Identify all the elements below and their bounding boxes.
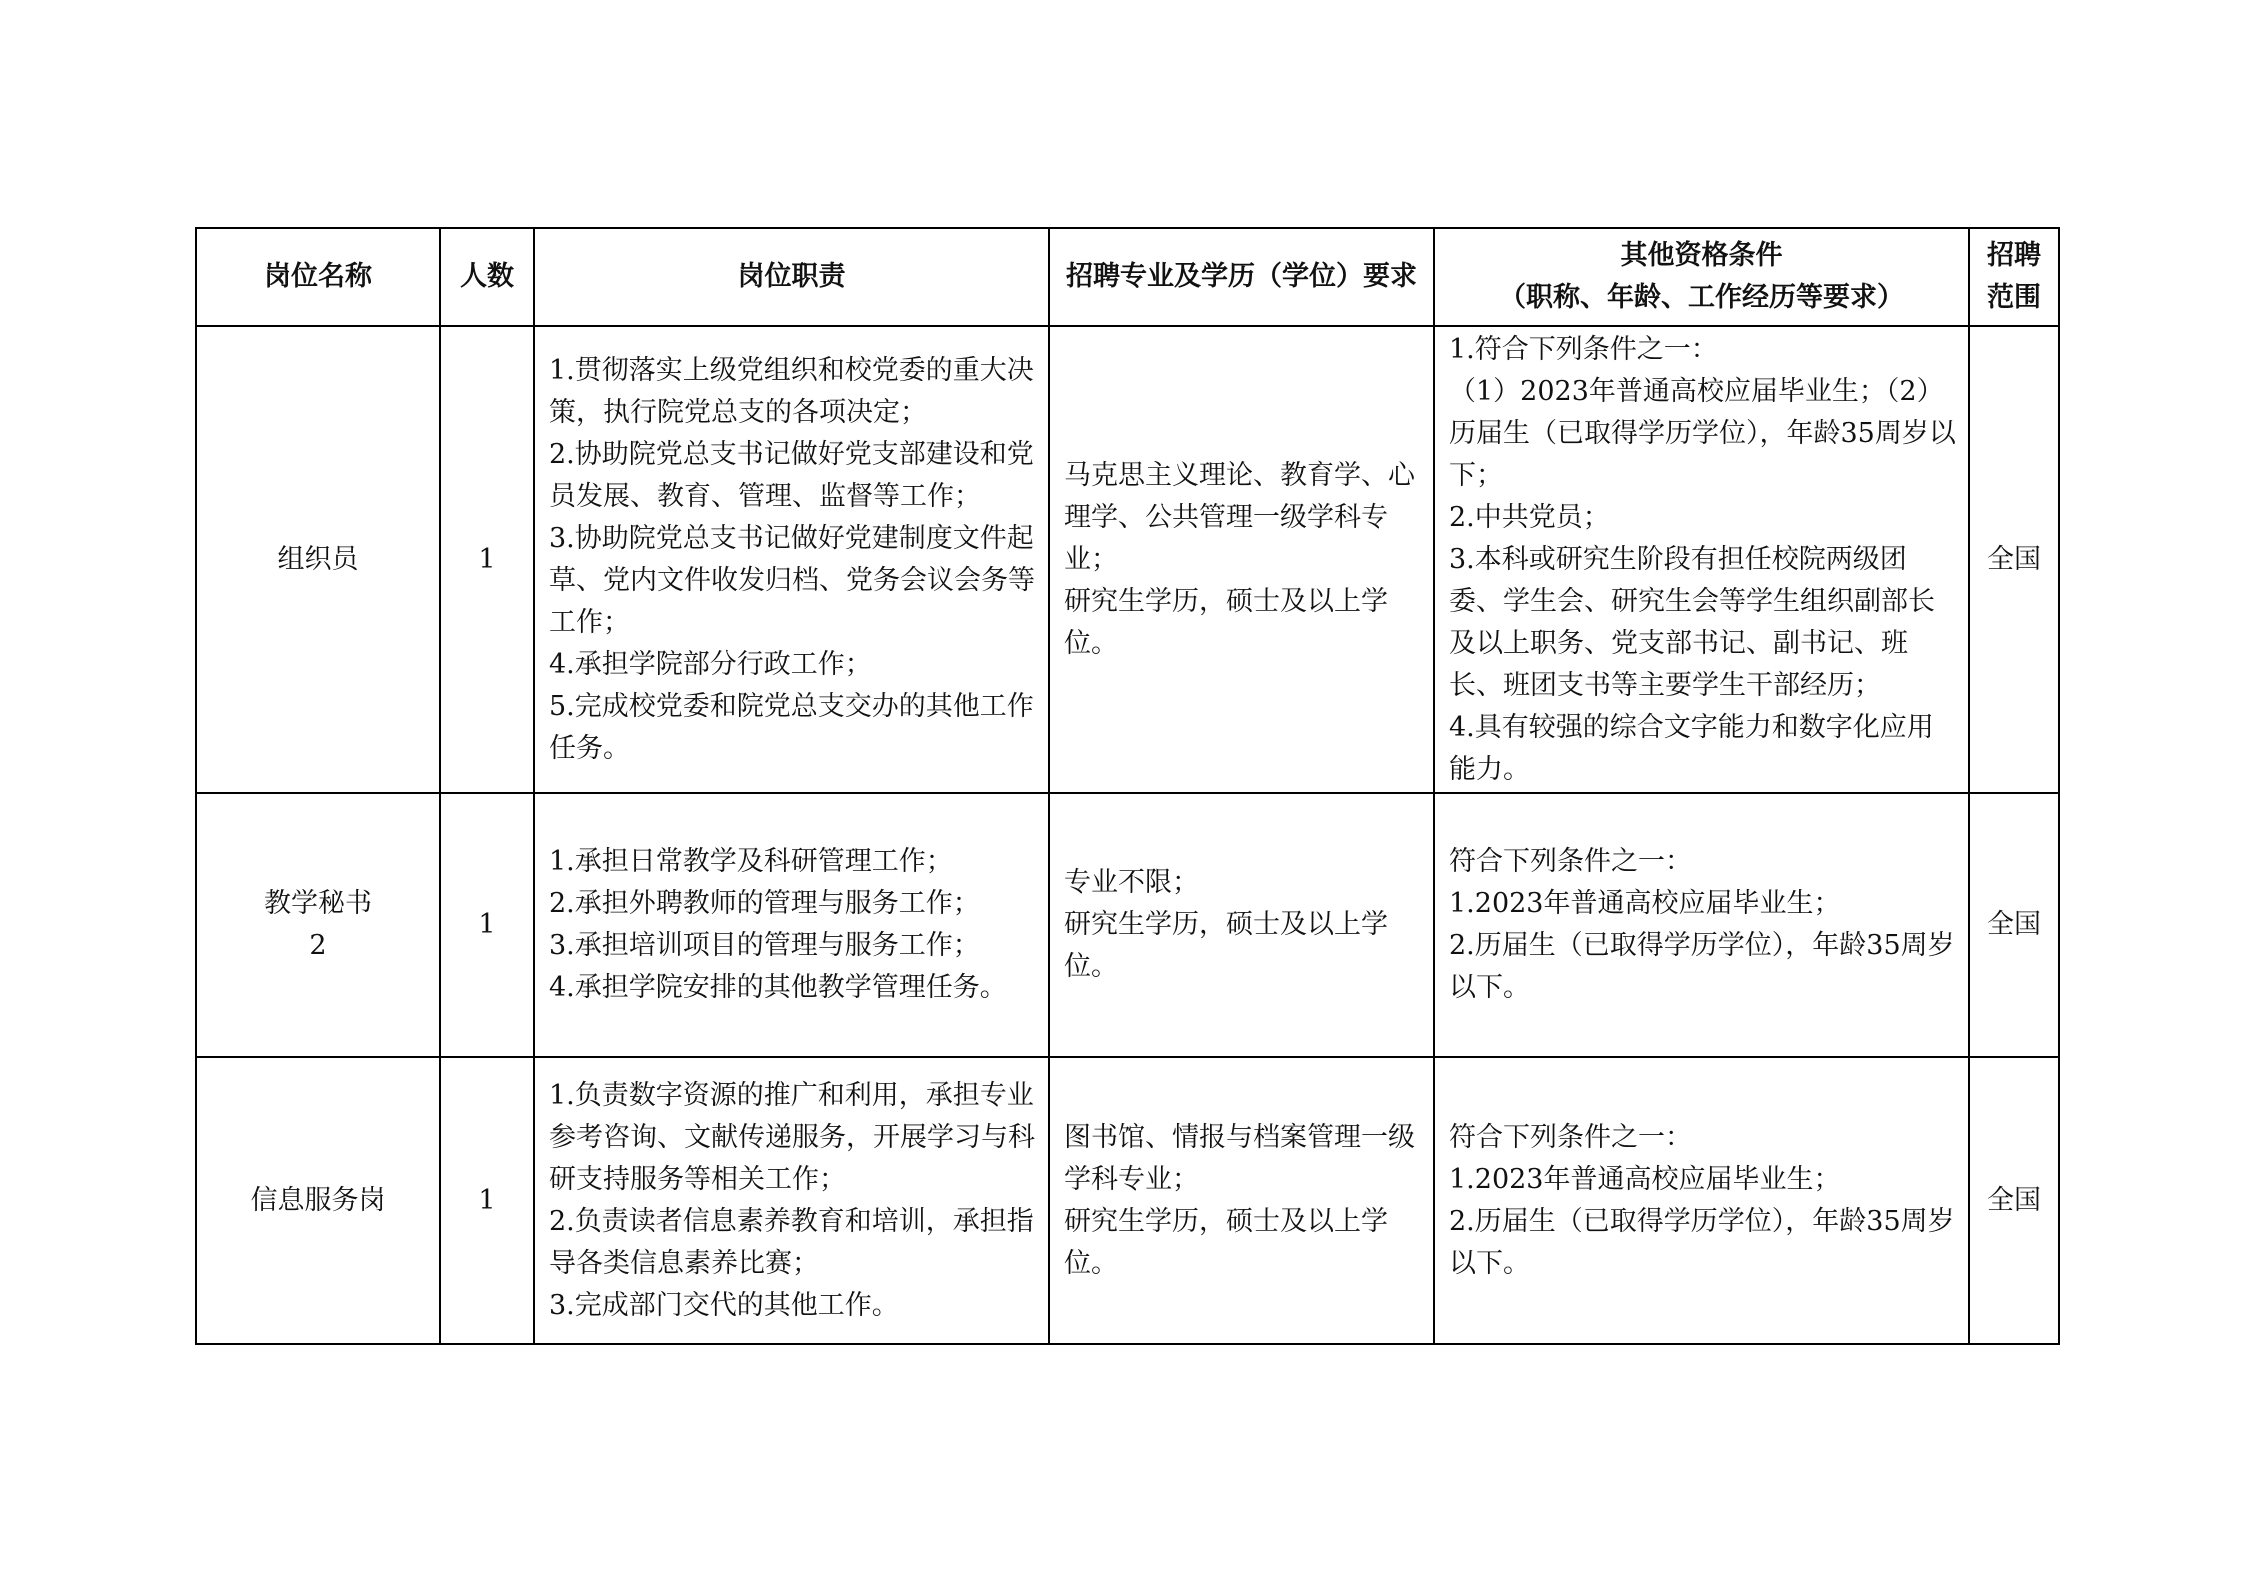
cell-position: 信息服务岗 — [196, 1057, 440, 1344]
other-item: 2.历届生（已取得学历学位），年龄35周岁以下。 — [1449, 1205, 1955, 1279]
cell-count: 1 — [440, 793, 534, 1057]
major-item: 马克思主义理论、教育学、心理学、公共管理一级学科专业； — [1064, 459, 1415, 575]
duty-item: 3.协助院党总支书记做好党建制度文件起草、党内文件收发归档、党务会议会务等工作； — [549, 522, 1035, 638]
other-item: 1.符合下列条件之一： — [1449, 333, 1718, 365]
cell-count: 1 — [440, 1057, 534, 1344]
cell-scope: 全国 — [1969, 793, 2059, 1057]
cell-position: 教学秘书 2 — [196, 793, 440, 1057]
recruitment-table — [195, 227, 2060, 1345]
cell-count: 1 — [440, 326, 534, 793]
major-item: 研究生学历，硕士及以上学位。 — [1064, 1205, 1388, 1279]
duty-item: 3.完成部门交代的其他工作。 — [549, 1289, 899, 1321]
other-item: 符合下列条件之一： — [1449, 1121, 1692, 1153]
header-scope — [1969, 228, 2059, 326]
table-row — [196, 1057, 2059, 1344]
cell-scope: 全国 — [1969, 1057, 2059, 1344]
cell-major — [1049, 793, 1434, 1057]
duty-item: 3.承担培训项目的管理与服务工作； — [549, 930, 980, 961]
other-item: 1.2023年普通高校应届毕业生； — [1449, 888, 1841, 919]
cell-duties — [534, 326, 1049, 793]
other-item: 1.2023年普通高校应届毕业生； — [1449, 1163, 1841, 1195]
major-item: 图书馆、情报与档案管理一级学科专业； — [1064, 1121, 1415, 1195]
position-sub: 2 — [309, 930, 327, 961]
cell-major — [1049, 1057, 1434, 1344]
header-row — [196, 228, 2059, 326]
header-position: 岗位名称 — [196, 228, 440, 326]
duty-item: 5.完成校党委和院党总支交办的其他工作任务。 — [549, 690, 1034, 764]
other-item: 4.具有较强的综合文字能力和数字化应用能力。 — [1449, 711, 1934, 785]
header-major: 招聘专业及学历（学位）要求 — [1049, 228, 1434, 326]
cell-other — [1434, 1057, 1969, 1344]
other-item: 2.历届生（已取得学历学位），年龄35周岁以下。 — [1449, 930, 1955, 1003]
cell-other — [1434, 793, 1969, 1057]
header-scope-line2: 范围 — [1987, 282, 2041, 313]
duty-item: 4.承担学院部分行政工作； — [549, 648, 872, 680]
major-item: 专业不限； — [1064, 867, 1199, 898]
cell-duties — [534, 1057, 1049, 1344]
duty-item: 2.负责读者信息素养教育和培训，承担指导各类信息素养比赛； — [549, 1205, 1034, 1279]
cell-position: 组织员 — [196, 326, 440, 793]
header-scope-line1: 招聘 — [1987, 240, 2041, 271]
header-other-line1: 其他资格条件 — [1620, 240, 1783, 271]
other-item: 2.中共党员； — [1449, 501, 1610, 533]
table-row — [196, 326, 2059, 793]
other-item: 符合下列条件之一： — [1449, 846, 1692, 877]
major-item: 研究生学历，硕士及以上学位。 — [1064, 909, 1388, 982]
duty-item: 4.承担学院安排的其他教学管理任务。 — [549, 972, 1007, 1003]
duty-item: 1.负责数字资源的推广和利用，承担专业参考咨询、文献传递服务，开展学习与科研支持服务等相关工作； — [549, 1079, 1035, 1195]
major-item: 研究生学历，硕士及以上学位。 — [1064, 585, 1388, 659]
header-duties: 岗位职责 — [534, 228, 1049, 326]
duty-item: 1.贯彻落实上级党组织和校党委的重大决策，执行院党总支的各项决定； — [549, 354, 1034, 428]
header-other — [1434, 228, 1969, 326]
other-item: （1）2023年普通高校应届毕业生；（2）历届生（已取得学历学位），年龄35周岁以下； — [1449, 375, 1956, 491]
cell-major — [1049, 326, 1434, 793]
table-row — [196, 793, 2059, 1057]
other-item: 3.本科或研究生阶段有担任校院两级团委、学生会、研究生会等学生组织副部长及以上职务、党支部书记、副书记、班长、班团支书等主要学生干部经历； — [1449, 543, 1935, 701]
duty-item: 2.承担外聘教师的管理与服务工作； — [549, 888, 980, 919]
cell-duties — [534, 793, 1049, 1057]
cell-other — [1434, 326, 1969, 793]
cell-scope: 全国 — [1969, 326, 2059, 793]
header-count: 人数 — [440, 228, 534, 326]
header-other-line2: （职称、年龄、工作经历等要求） — [1499, 282, 1904, 313]
duty-item: 1.承担日常教学及科研管理工作； — [549, 846, 953, 877]
duty-item: 2.协助院党总支书记做好党支部建设和党员发展、教育、管理、监督等工作； — [549, 438, 1034, 512]
